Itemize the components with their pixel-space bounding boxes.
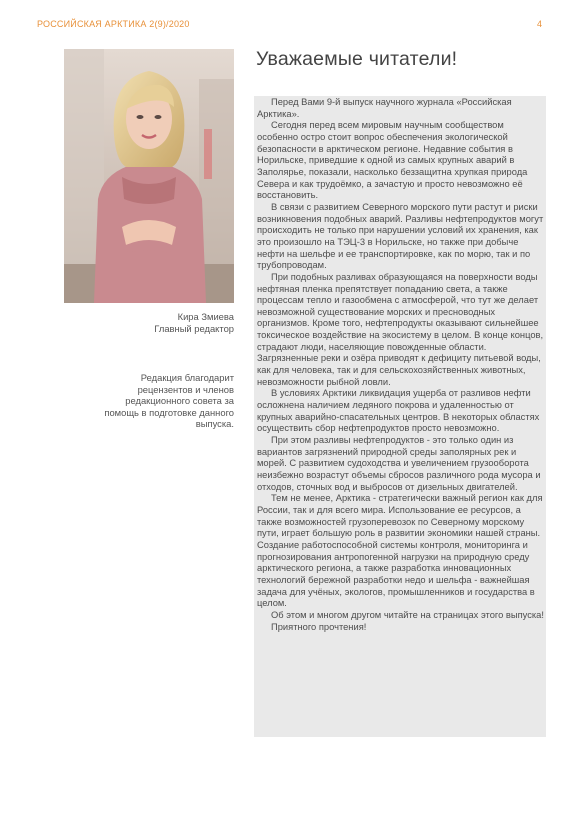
- acknowledgement-text: Редакция благодарит рецензентов и членов редакционного совета за помощь в подготовке данного выпуска.: [104, 372, 234, 430]
- letter-paragraph: Перед Вами 9-й выпуск научного журнала «Российская Арктика».: [257, 97, 512, 119]
- letter-paragraph: При этом разливы нефтепродуктов - это только один из вариантов загрязнений природной среды заполярных рек и морей. С развитием судоходства и увеличением грузооборота неизбежно возрастут объемы сбросов различного рода мусора и отходов, сточных вод и выбросов от дизельных двигателей.: [257, 435, 541, 492]
- page-title: Уважаемые читатели!: [256, 48, 458, 70]
- letter-paragraph: В связи с развитием Северного морского пути растут и риски возникновения подобных аварий. Разливы нефтепродуктов могут происходить не только при нарушении условий их хранения, как это произошло на ТЭЦ-3 в Норильске, но также при добыче нефти на шельфе и ее транспортировке, как по морю, так и по трубопроводам.: [257, 201, 544, 271]
- editor-caption: [64, 311, 234, 334]
- page-number: 4: [536, 19, 542, 29]
- letter-paragraph: При подобных разливах образующаяся на поверхности воды нефтяная пленка препятствует попаданию света, а также процессам тепло и газообмена с атмосферой, что тут же делает невозможной существование морских и пресноводных организмов. Кроме того, нефтепродукты оказывают сильнейшее токсическое воздействие на экосистему в целом. В конце концов, страдают люди, населяющие повожденные области. Загрязненные реки и озёра приводят к дефициту питьевой воды, как для человека, так и для сельскохозяйственных животных, невозможности рыбной ловли.: [257, 271, 544, 387]
- editorial-letter: [254, 96, 546, 737]
- editor-role: Главный редактор: [154, 322, 234, 334]
- letter-paragraph: Об этом и многом другом читайте на страницах этого выпуска!: [271, 609, 544, 620]
- editor-photo: [64, 49, 234, 303]
- letter-paragraph: Приятного прочтения!: [271, 621, 367, 632]
- letter-paragraph: Тем не менее, Арктика - стратегически важный регион как для России, так и для всего мира. Использование ее ресурсов, а также возможностей грузоперевозок по Северному морскому пути, играет большую роль в развитии экономики нашей страны. Создание работоспособной системы контроля, мониторинга и прогнозирования антропогенной нагрузки на природную среду арктического региона, а также разработка инновационных технологий бережной разработки недо и шельфа - важнейшая задача для учёных, экологов, промышленников и государства в целом.: [257, 493, 543, 609]
- letter-paragraph: В условиях Арктики ликвидация ущерба от разливов нефти осложнена наличием ледяного покрова и удаленностью от крупных аварийно-спасательных центров. В некоторых областях осуществить сбор нефтепродуктов просто невозможно.: [257, 388, 540, 434]
- editor-name: Кира Змиева: [177, 311, 234, 322]
- letter-paragraph: Сегодня перед всем мировым научным сообществом особенно остро стоит вопрос обеспечения экологической безопасности в арктическом регионе. Недавние события в Норильске, приведшие к одной из самых крупных аварий в Заполярье, показали, насколько беззащитна хрупкая природа Севера и как трудоёмко, а зачастую и просто невозможно её восстановить.: [257, 120, 528, 201]
- editor-portrait-illustration: [64, 49, 234, 303]
- journal-header: РОССИЙСКАЯ АРКТИКА 2(9)/2020: [37, 19, 190, 29]
